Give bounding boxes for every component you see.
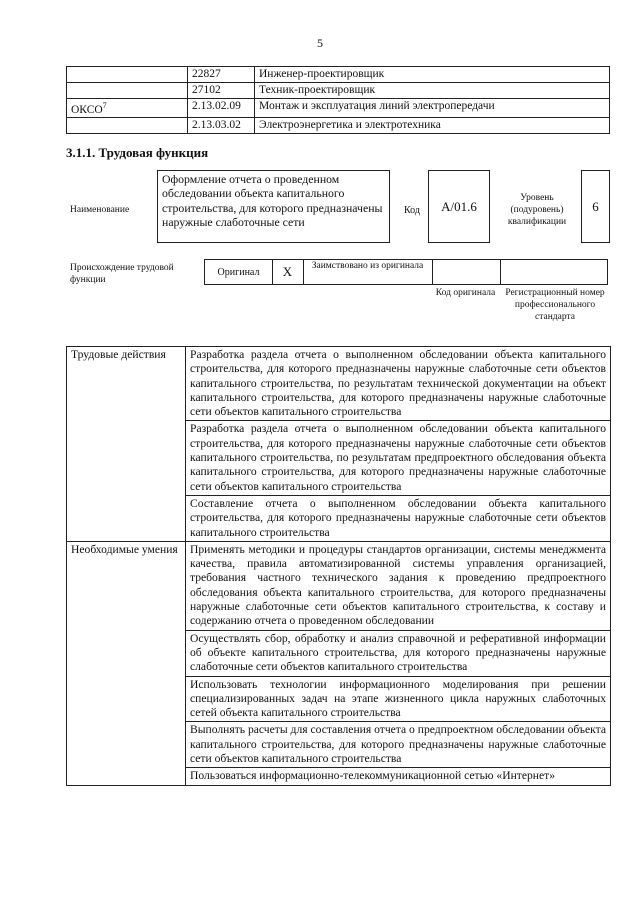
code-cell: 2.13.02.09 bbox=[188, 99, 255, 118]
title-cell: Инженер-проектировщик bbox=[255, 67, 610, 83]
table-row bbox=[67, 83, 610, 99]
level-label: Уровень (подуровень) квалификации bbox=[507, 193, 567, 227]
original-label: Оригинал bbox=[205, 260, 273, 284]
system-name: ОКСО bbox=[71, 103, 103, 116]
table-row bbox=[67, 117, 610, 133]
table-cell: Разработка раздела отчета о выполненном обследовании объекта капитального строительства, для которого предназначены наружные слаботочные сети объектов капитального строительства, по результатам технической документации на объект капитального строительства, для которого предназначены наружные слаботочные сети объектов капитального строительства bbox=[186, 347, 611, 421]
level-value: 6 bbox=[581, 170, 610, 243]
page-number: 5 bbox=[317, 36, 323, 50]
code-value: A/01.6 bbox=[428, 170, 490, 243]
system-cell bbox=[67, 83, 188, 99]
code-cell: 22827 bbox=[188, 67, 255, 83]
footnote-mark: 7 bbox=[102, 101, 107, 110]
table-row bbox=[67, 347, 611, 421]
reg-number-label: Регистрационный номер профессионального стандарта bbox=[505, 288, 605, 322]
system-cell bbox=[67, 67, 188, 83]
table-cell: Применять методики и процедуры стандартов организации, системы менеджмента качества, правила автоматизированной системы управления организацией, требования частного технического задания к проведению предпроектного обследования объекта капитального строительства, для которого предназначены наружные слаботочные сети объектов капитального строительства, к составу и содержанию отчета о проведенном обследовании bbox=[186, 541, 611, 630]
title-cell: Техник-проектировщик bbox=[255, 83, 610, 99]
borrowed-label: Заимствовано из оригинала bbox=[303, 260, 433, 284]
table-row bbox=[67, 541, 611, 630]
name-label: Наименование bbox=[70, 205, 130, 215]
title-cell: Монтаж и эксплуатация линий электропередачи bbox=[255, 99, 610, 118]
section-title: 3.1.1. Трудовая функция bbox=[66, 145, 209, 160]
code-cell: 2.13.03.02 bbox=[188, 117, 255, 133]
code-original-cell bbox=[433, 260, 501, 284]
system-cell bbox=[67, 117, 188, 133]
origin-label: Происхождение трудовой функции bbox=[70, 263, 174, 285]
table-cell: Разработка раздела отчета о выполненном обследовании объекта капитального строительства, для которого предназначены наружные слаботочные сети объектов капитального строительства, по результатам предпроектного обследования объекта капитального строительства, для которого предназначены наружные слаботочные сети объектов капитального строительства bbox=[186, 421, 611, 495]
table-cell: Пользоваться информационно-телекоммуникационной сетью «Интернет» bbox=[186, 768, 611, 785]
system-cell bbox=[67, 99, 188, 118]
functions-table bbox=[66, 346, 611, 786]
reg-number-cell bbox=[500, 260, 607, 284]
codes-table bbox=[66, 66, 610, 134]
group-label: Необходимые умения bbox=[67, 541, 186, 785]
table-cell: Использовать технологии информационного моделирования при решении специализированных задач на этапе жизненного цикла наружных слаботочных сетей объекта капитального строительства bbox=[186, 676, 611, 722]
code-original-label: Код оригинала bbox=[435, 288, 496, 298]
table-cell: Составление отчета о выполненном обследовании объекта капитального строительства, для которого предназначены наружные слаботочные сети объектов капитального строительства bbox=[186, 495, 611, 541]
origin-box bbox=[204, 259, 608, 285]
function-name: Оформление отчета о проведенном обследовании объекта капитального строительства, для которого предназначены наружные слаботочные сети bbox=[157, 170, 390, 243]
group-label: Трудовые действия bbox=[67, 347, 186, 542]
table-row bbox=[67, 99, 610, 118]
title-cell: Электроэнергетика и электротехника bbox=[255, 117, 610, 133]
table-cell: Осуществлять сбор, обработку и анализ справочной и реферативной информации об объекте капитального строительства, для которого предназначены наружные слаботочные сети объектов капитального строительства bbox=[186, 630, 611, 676]
table-row bbox=[67, 67, 610, 83]
original-mark: X bbox=[272, 260, 304, 284]
code-label: Код bbox=[404, 205, 420, 216]
table-cell: Выполнять расчеты для составления отчета о предпроектном обследовании объекта капитального строительства, для которого предназначены наружные слаботочные сети объектов капитального строительства bbox=[186, 722, 611, 768]
code-cell: 27102 bbox=[188, 83, 255, 99]
